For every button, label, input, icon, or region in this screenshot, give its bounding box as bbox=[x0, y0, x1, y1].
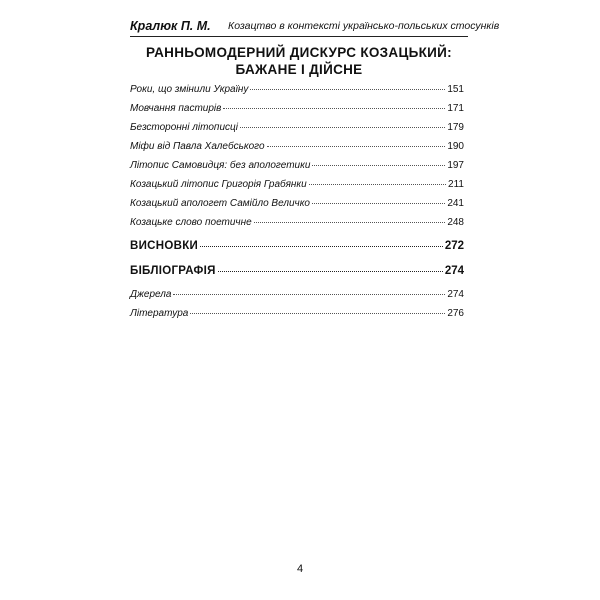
header-book-title: Козацтво в контексті українсько-польських стосунків bbox=[228, 20, 500, 32]
toc-leader bbox=[200, 246, 443, 247]
toc-entry[interactable] bbox=[130, 84, 464, 95]
toc-entry[interactable] bbox=[130, 289, 464, 300]
toc-entry[interactable] bbox=[130, 160, 464, 171]
toc-leader bbox=[312, 203, 445, 204]
running-header bbox=[130, 19, 500, 37]
toc-leader bbox=[250, 89, 445, 90]
toc-leader bbox=[190, 313, 445, 314]
toc-section-label: ВИСНОВКИ bbox=[130, 240, 199, 252]
page-number: 4 bbox=[296, 563, 304, 575]
chapter-title bbox=[130, 44, 468, 78]
toc-entry-page: 197 bbox=[447, 160, 464, 171]
toc-entry[interactable] bbox=[130, 217, 464, 228]
toc-section-label: БІБЛІОГРАФІЯ bbox=[130, 265, 216, 277]
toc-entry[interactable] bbox=[130, 198, 464, 209]
toc-leader bbox=[309, 184, 446, 185]
toc-entry-label: Мовчання пастирів bbox=[130, 103, 222, 114]
toc-leader bbox=[218, 271, 443, 272]
toc-entry-label: Джерела bbox=[130, 289, 172, 300]
toc-entry-page: 276 bbox=[447, 308, 464, 319]
toc-entry-page: 190 bbox=[447, 141, 464, 152]
toc-entry-page: 248 bbox=[447, 217, 464, 228]
toc-leader bbox=[223, 108, 445, 109]
toc-entry-page: 274 bbox=[447, 289, 464, 300]
toc-leader bbox=[267, 146, 446, 147]
toc-entry-page: 151 bbox=[447, 84, 464, 95]
toc-entry-label: Література bbox=[130, 308, 189, 319]
toc-entry[interactable] bbox=[130, 141, 464, 152]
toc-entry-page: 241 bbox=[447, 198, 464, 209]
toc-entry-page: 171 bbox=[447, 103, 464, 114]
chapter-title-line-1: РАННЬОМОДЕРНИЙ ДИСКУРС КОЗАЦЬКИЙ: bbox=[146, 45, 452, 60]
toc-entry-page: 179 bbox=[447, 122, 464, 133]
toc-entry-label: Козацький апологет Самійло Величко bbox=[130, 198, 310, 209]
toc-entry-label: Козацьке слово поетичне bbox=[130, 217, 252, 228]
toc-leader bbox=[240, 127, 445, 128]
toc-entry[interactable] bbox=[130, 179, 464, 190]
toc-leader bbox=[254, 222, 446, 223]
header-rule bbox=[130, 36, 468, 37]
toc-section-page: 272 bbox=[444, 240, 464, 252]
toc-section-page: 274 bbox=[444, 265, 464, 277]
toc-entry[interactable] bbox=[130, 308, 464, 319]
toc-entry-label: Козацький літопис Григорія Грабянки bbox=[130, 179, 307, 190]
header-author: Кралюк П. М. bbox=[130, 19, 211, 33]
toc-section-bibliography[interactable] bbox=[130, 265, 464, 277]
toc-entry[interactable] bbox=[130, 103, 464, 114]
chapter-title-line-2: БАЖАНЕ І ДІЙСНЕ bbox=[235, 62, 363, 77]
toc-entry-label: Роки, що змінили Україну bbox=[130, 84, 249, 95]
toc-entry-page: 211 bbox=[448, 179, 464, 190]
toc-entry-label: Літопис Самовидця: без апологетики bbox=[130, 160, 311, 171]
toc-section-conclusions[interactable] bbox=[130, 240, 464, 252]
toc-entry-label: Міфи від Павла Халебського bbox=[130, 141, 265, 152]
toc-entry-label: Безсторонні літописці bbox=[130, 122, 238, 133]
toc-leader bbox=[173, 294, 445, 295]
toc-entry[interactable] bbox=[130, 122, 464, 133]
toc-leader bbox=[312, 165, 445, 166]
